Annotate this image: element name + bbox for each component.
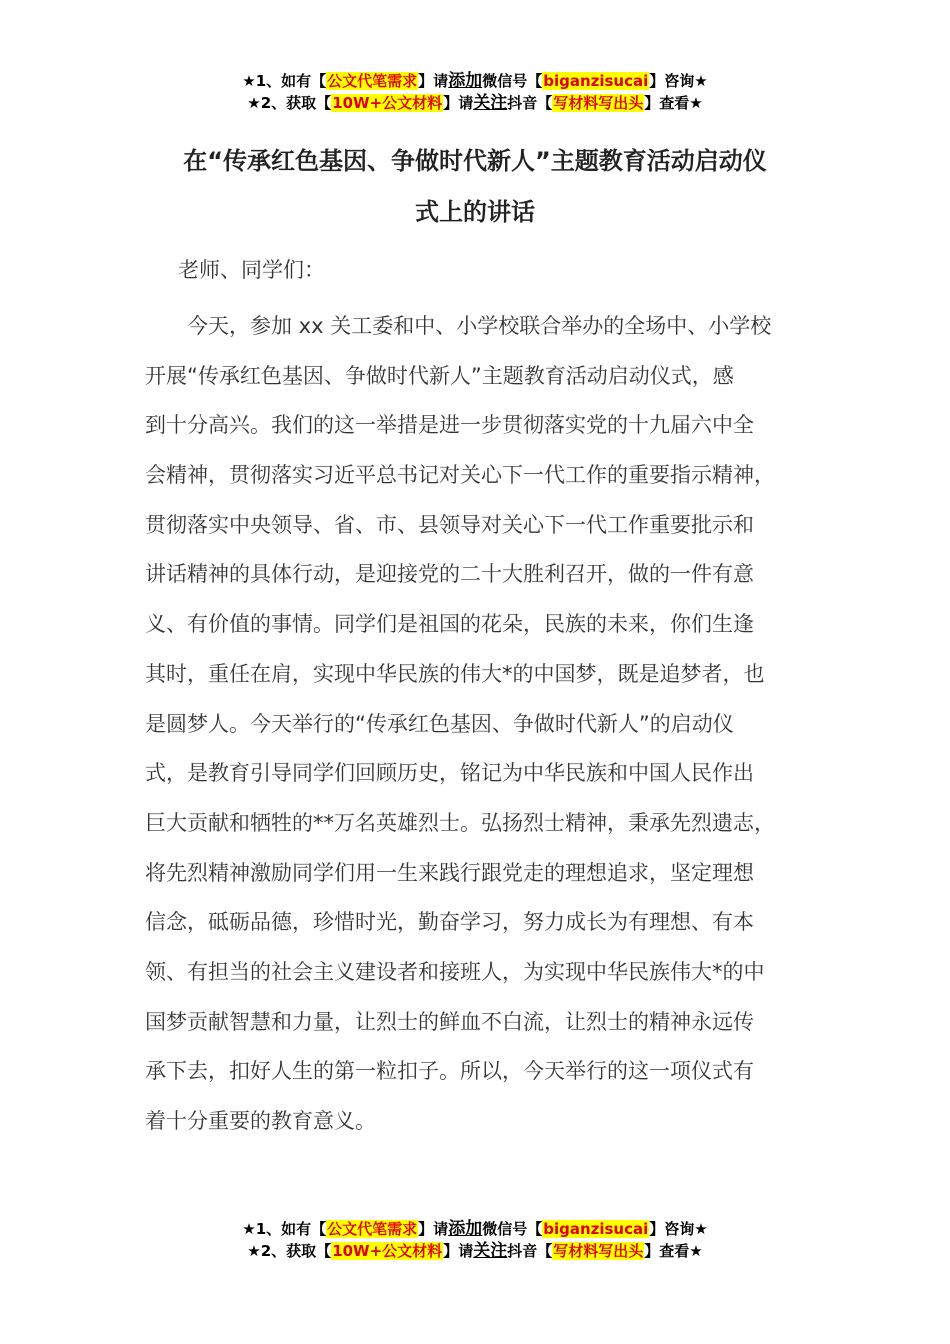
body-line: 将先烈精神激励同学们用一生来践行跟党走的理想追求，坚定理想 [145,860,754,885]
body-line: 是圆梦人。今天举行的“传承红色基因、争做时代新人”的启动仪 [145,711,734,736]
body-line: 开展“传承红色基因、争做时代新人”主题教育活动启动仪式，感 [145,363,734,388]
banner-text: ★2、获取【 [247,1242,332,1260]
highlight-service: 公文代笔需求 [327,72,418,90]
banner-text: 微信号【 [482,72,543,90]
banner-text: 】查看★ [644,1242,703,1260]
body-line: 领、有担当的社会主义建设者和接班人，为实现中华民族伟大*的中 [145,959,765,984]
highlight-wechat-id: biganzisucai [543,72,649,90]
banner-text: ★1、如有【 [242,72,327,90]
highlight-service: 公文代笔需求 [327,1220,418,1238]
body-line: 巨大贡献和牺牲的**万名英雄烈士。弘扬烈士精神，秉承先烈遗志， [145,810,775,835]
banner-text: 】请 [418,1220,449,1238]
banner-text: 】请 [443,94,474,112]
body-line: 着十分重要的教育意义。 [145,1109,376,1133]
underlined-follow: 关注 [473,93,508,113]
banner-text: 】请 [443,1242,474,1260]
banner-text: 抖音【 [507,1242,553,1260]
banner-text: 抖音【 [507,94,553,112]
highlight-douyin-id: 写材料写出头 [553,1242,644,1260]
body-paragraph [145,302,830,1147]
body-line: 讲话精神的具体行动，是迎接党的二十大胜利召开，做的一件有意 [145,562,754,587]
banner-text: 】请 [418,72,449,90]
underlined-add: 添加 [448,71,483,91]
body-line: 会精神，贯彻落实习近平总书记对关心下一代工作的重要指示精神， [145,463,775,488]
banner-text: 】查看★ [644,94,703,112]
banner-text: ★1、如有【 [242,1220,327,1238]
banner-line-2 [0,1240,950,1262]
highlight-wechat-id: biganzisucai [543,1220,649,1238]
header-banner [0,70,950,114]
banner-text: 】咨询★ [649,72,708,90]
banner-line-1 [0,70,950,92]
highlight-materials: 10W+公文材料 [332,1242,443,1260]
body-line: 式，是教育引导同学们回顾历史，铭记为中华民族和中国人民作出 [145,761,754,786]
body-line: 贯彻落实中央领导、省、市、县领导对关心下一代工作重要批示和 [145,512,754,537]
banner-text: ★2、获取【 [247,94,332,112]
title-line-1: 在“传承红色基因、争做时代新人”主题教育活动启动仪 [183,147,767,175]
document-title [145,136,805,238]
banner-text: 】咨询★ [649,1220,708,1238]
body-line: 今天，参加 xx 关工委和中、小学校联合举办的全场中、小学校 [145,314,772,338]
banner-text: 微信号【 [482,1220,543,1238]
salutation: 老师、同学们： [178,258,325,282]
body-line: 承下去，扣好人生的第一粒扣子。所以，今天举行的这一项仪式有 [145,1059,754,1084]
highlight-materials: 10W+公文材料 [332,94,443,112]
banner-line-2 [0,92,950,114]
body-line: 义、有价值的事情。同学们是祖国的花朵，民族的未来，你们生逢 [145,612,754,637]
title-line-2: 式上的讲话 [415,198,535,226]
highlight-douyin-id: 写材料写出头 [553,94,644,112]
underlined-follow: 关注 [473,1241,508,1261]
body-line: 信念，砥砺品德，珍惜时光，勤奋学习，努力成长为有理想、有本 [145,910,754,935]
banner-line-1 [0,1218,950,1240]
underlined-add: 添加 [448,1219,483,1239]
body-line: 到十分高兴。我们的这一举措是进一步贯彻落实党的十九届六中全 [145,413,754,438]
body-line: 其时，重任在肩，实现中华民族的伟大*的中国梦，既是追梦者，也 [145,661,765,686]
body-line: 国梦贡献智慧和力量，让烈士的鲜血不白流，让烈士的精神永远传 [145,1009,754,1034]
footer-banner [0,1218,950,1262]
